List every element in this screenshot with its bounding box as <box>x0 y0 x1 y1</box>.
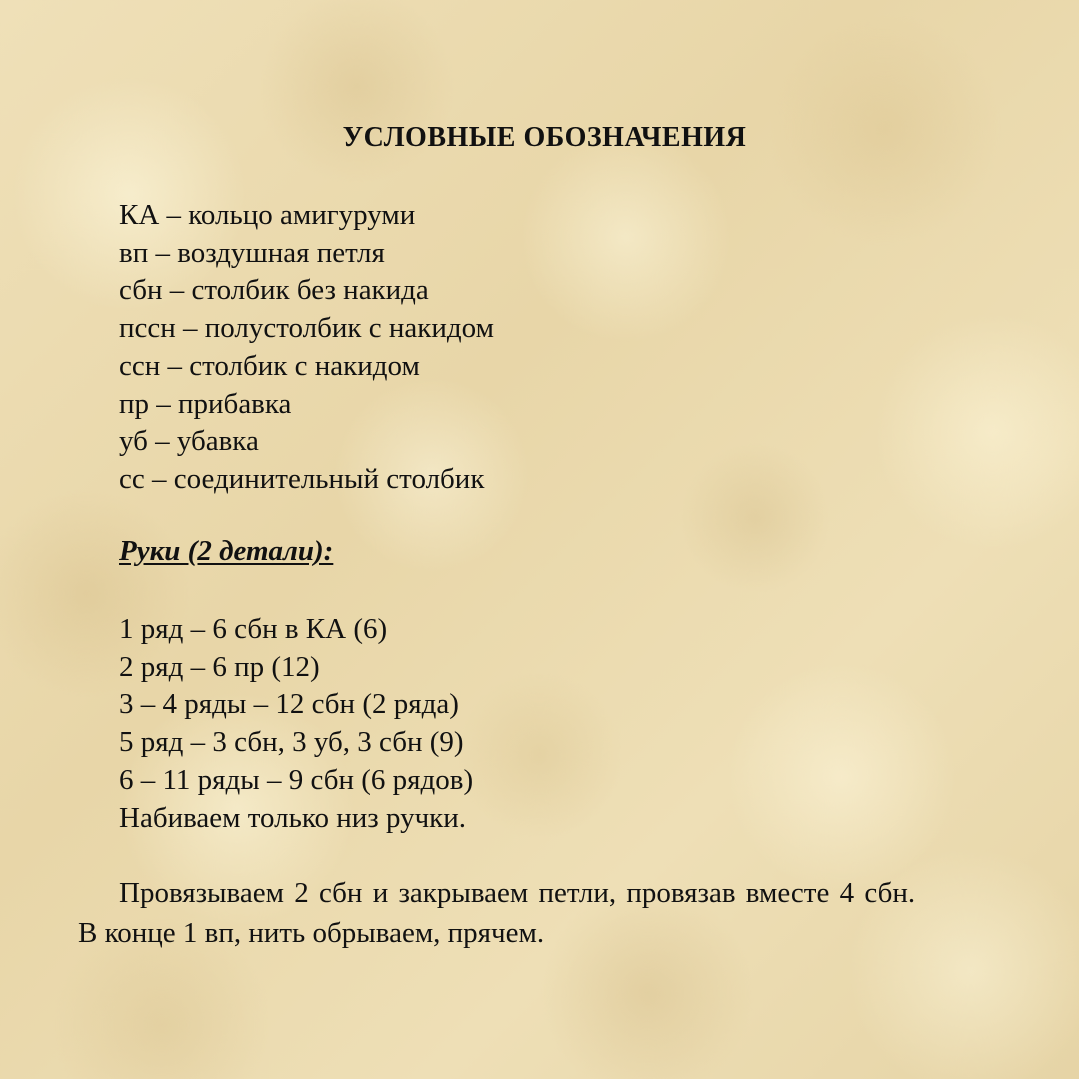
abbreviation-item: сбн – столбик без накида <box>119 274 429 307</box>
row-instruction: Набиваем только низ ручки. <box>119 801 467 834</box>
row-instruction: 5 ряд – 3 сбн, 3 уб, 3 сбн (9) <box>119 726 464 759</box>
row-instruction: 3 – 4 ряды – 12 сбн (2 ряда) <box>119 688 459 721</box>
section-heading: Руки (2 детали): <box>119 535 334 567</box>
abbreviation-item: вп – воздушная петля <box>119 236 385 269</box>
finishing-line: В конце 1 вп, нить обрываем, прячем. <box>78 917 545 949</box>
abbreviation-item: уб – убавка <box>119 425 259 458</box>
row-instruction: 6 – 11 ряды – 9 сбн (6 рядов) <box>119 763 474 796</box>
rows-list <box>119 611 473 837</box>
page-title: УСЛОВНЫЕ ОБОЗНАЧЕНИЯ <box>342 122 747 153</box>
abbreviation-item: пссн – полустолбик с накидом <box>119 312 494 345</box>
finishing-line: Провязываем 2 сбн и закрываем петли, провязав вместе 4 сбн. <box>119 877 916 909</box>
row-instruction: 1 ряд – 6 сбн в КА (6) <box>119 613 388 645</box>
row-instruction: 2 ряд – 6 пр (12) <box>119 650 320 683</box>
abbreviation-item: КА – кольцо амигуруми <box>119 199 416 231</box>
finishing-paragraph <box>78 873 1008 953</box>
abbreviation-item: пр – прибавка <box>119 387 292 420</box>
abbreviation-item: ссн – столбик с накидом <box>119 349 420 382</box>
abbreviation-item: сс – соединительный столбик <box>119 462 485 495</box>
abbreviations-list <box>119 197 494 499</box>
